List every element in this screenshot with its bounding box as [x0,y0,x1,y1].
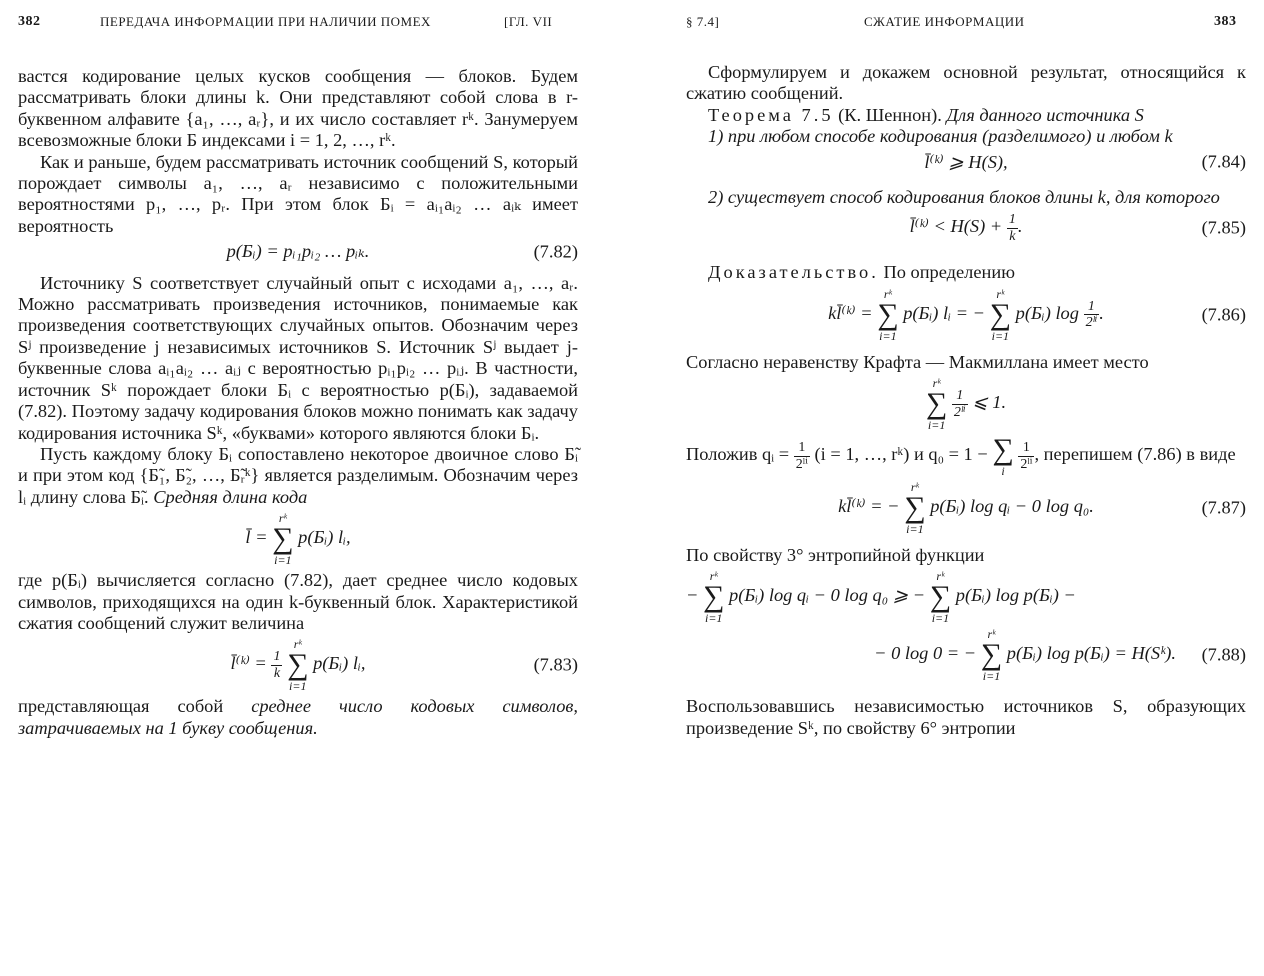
right-running-title: СЖАТИЕ ИНФОРМАЦИИ [864,14,1025,29]
sum-lower-limit: i=1 [927,418,946,433]
sum-symbol [926,377,947,431]
theorem-7-5 [686,105,1246,126]
sum-lower-limit: i=1 [982,669,1001,684]
fraction-numerator: 1 [1008,212,1016,228]
left-paragraph-6-italic: среднее число кодовых символов, затрачиваемых на 1 букву сообщения. [18,696,578,738]
eq-785-left: l̄⁽ᵏ⁾ < H(S) + [909,216,1003,237]
sum-sign: ∑ [929,580,952,614]
left-running-head [18,14,578,34]
sum-lower-limit: i=1 [991,328,1010,343]
equation-7-82-number: (7.82) [533,241,578,262]
equation-7-84-number: (7.84) [1201,151,1246,172]
equation-7-84-body: l̄⁽ᵏ⁾ ⩾ H(S), [924,151,1008,172]
sum-sign: ∑ [877,297,899,331]
left-paragraph-4-italic: Средняя длина кода [153,486,308,507]
left-paragraph-1: вастся кодирование целых кусков сообщения — блоков. Будем рассматривать блоки длины k. Они представляют собой слова в r-буквенном алфавите {a₁, …, aᵣ}, и их число составляет rᵏ. Занумеруем всевозможные блоки Б индексами i = 1, 2, …, rᵏ. [18,66,578,151]
fraction-1-over-2li [1018,440,1034,472]
equation-mean-length [18,512,578,566]
eq-787-left: kl̄⁽ᵏ⁾ = − [838,496,900,517]
proof-text: По определению [883,262,1015,283]
fraction-denominator: 2ˡⁱ [795,456,808,472]
left-paragraph-4-text: Пусть каждому блоку Бᵢ сопоставлено некоторое двоичное слово Б̃ᵢ и при этом код {Б̃₁, Б̃₂, …, Б̃ᵣᵏ} является разделимым. Обозначим через lᵢ длину слова Б̃ᵢ. [18,443,578,507]
eq-788a-right: p(Бᵢ) log qᵢ − 0 log q₀ ⩾ − [729,585,926,606]
fraction-1-over-k [1007,212,1018,244]
sum-symbol [877,288,898,342]
sum-sign: ∑ [980,638,1003,672]
left-page-number: 382 [18,14,41,29]
fraction-1-over-2li [794,440,810,472]
sum-upper-limit: rᵏ [278,511,287,526]
fraction-numerator: 1 [1084,299,1100,315]
eq-786-mid: p(Бᵢ) lᵢ = − [903,302,986,323]
equation-7-86-number: (7.86) [1201,303,1246,324]
equation-kraft [686,377,1246,431]
sum-lower-limit: i=1 [931,611,950,626]
left-running-title: ПЕРЕДАЧА ИНФОРМАЦИИ ПРИ НАЛИЧИИ ПОМЕХ [100,14,431,29]
right-body [686,62,1246,739]
p3-b: (i = 1, …, rᵏ) и q₀ = 1 − [814,444,988,465]
left-paragraph-3: Источнику S соответствует случайный опыт с исходами a₁, …, aᵣ. Можно рассматривать произведения источников, понимаемые как произведения соответствующих случайных опытов. Обозначим через Sʲ произведение j независимых источников S. Источник Sʲ выдает j-буквенные слова aᵢ₁aᵢ₂ … aᵢⱼ с вероятностью pᵢ₁pᵢ₂ … pᵢⱼ. В частности, источник Sᵏ порождает блоки Бᵢ с вероятностью p(Бᵢ), задаваемой (7.82). Поэтому задачу кодирования блоков можно понимать как задачу кодирования источника Sᵏ, «буквами» которого являются блоки Бᵢ. [18,272,578,443]
sum-symbol [930,570,951,624]
right-paragraph-1: Сформулируем и докажем основной результат, относящийся к сжатию сообщений. [686,62,1246,104]
right-paragraph-last: Воспользовавшись независимостью источников S, образующих произведение Sᵏ, по свойству 6° энтропии [686,696,1246,738]
sum-symbol [287,638,308,692]
fraction-denominator: 2ˡⁱ [1085,315,1098,331]
eq-783-left: l̄⁽ᵏ⁾ = [230,653,267,674]
left-chapter-ref: [ГЛ. VII [504,14,553,29]
eq-786-left: kl̄⁽ᵏ⁾ = [828,302,873,323]
equation-7-82 [18,241,578,262]
left-paragraph-6 [18,696,578,739]
fraction-numerator: 1 [952,388,968,404]
sum-sign: ∑ [287,648,309,682]
sum-symbol [904,481,925,535]
equation-7-86: kl̄⁽ᵏ⁾ = rᵏ ∑ i=1 p(Бᵢ) lᵢ = − rᵏ ∑ i=1 p(Бᵢ) log $\frac{1}{\text{2ˡⁱ}}$ . (7.86) [828,286,1246,343]
sum-sign: ∑ [925,387,948,421]
theorem-author: (К. Шеннон). [838,104,942,125]
equation-7-88-number: (7.88) [1201,644,1246,665]
eq-786-right: p(Бᵢ) log [1015,302,1079,323]
eq-787-right: p(Бᵢ) log qᵢ − 0 log q₀. [930,496,1094,517]
fraction-1-over-2li [1084,299,1100,331]
sum-sign: ∑ [703,580,725,614]
sum-symbol [981,628,1002,682]
eq-lbar-right: p(Бᵢ) lᵢ, [298,527,351,548]
sum-sign: ∑ [992,433,1014,467]
sum-sign: ∑ [904,491,926,525]
sum-lower-limit: i=1 [906,522,924,537]
theorem-item-2-text: 2) существует способ кодирования блоков длины k, для которого [708,187,1220,208]
equation-7-82-body: p(Бᵢ) = pᵢ₁pᵢ₂ … pᵢₖ. [226,241,370,262]
right-section-ref: § 7.4] [686,14,720,29]
right-page-number: 383 [1214,14,1237,29]
fraction-numerator: 1 [273,649,281,665]
sum-upper-limit: rᵏ [709,569,718,584]
theorem-item-1-text: 1) при любом способе кодирования (разделимого) и любом k [708,126,1173,147]
theorem-item-2 [686,187,1246,208]
fraction-numerator: 1 [794,440,810,456]
equation-7-84 [686,152,1246,173]
fraction-denominator: 2ˡⁱ [1020,456,1033,472]
equation-7-88-line-1 [686,570,1246,624]
eq-kraft-right: ⩽ 1. [972,392,1007,413]
sum-symbol [992,435,1013,477]
sum-upper-limit: rᵏ [293,637,302,652]
sum-symbol [272,512,293,566]
left-paragraph-6-text: представляющая собой [18,696,224,717]
left-paragraph-2: Как и раньше, будем рассматривать источник сообщений S, который порождает символы a₁, …, aᵣ независимо с положительными вероятностями p₁, …, pᵣ. При этом блок Бᵢ = aᵢ₁aᵢ₂ … aᵢₖ имеет вероятность [18,151,578,236]
left-paragraph-5: где p(Бᵢ) вычисляется согласно (7.82), дает среднее число кодовых символов, приходящихся на один k-буквенный блок. Характеристикой сжатия сообщений служит величина [18,570,578,633]
p3-c: , перепишем (7.86) в виде [1034,444,1236,465]
sum-symbol [703,570,724,624]
sum-upper-limit: rᵏ [987,627,996,642]
eq-788b-right: p(Бᵢ) log p(Бᵢ) = H(Sᵏ). [1006,643,1176,664]
right-page [686,0,1246,976]
sum-upper-limit: rᵏ [996,286,1005,301]
proof-label: Доказательство. [708,262,879,283]
left-paragraph-4 [18,444,578,508]
right-paragraph-qi [686,435,1246,477]
equation-7-83 [18,638,578,692]
eq-788a-end: p(Бᵢ) log p(Бᵢ) − [955,585,1076,606]
sum-upper-limit: rᵏ [883,286,892,301]
sum-upper-limit: rᵏ [936,569,945,584]
fraction-denominator: k [1009,228,1016,244]
equation-7-87 [686,481,1246,535]
theorem-text: Для данного источника S [946,104,1144,125]
theorem-label: Теорема 7.5 [708,104,834,125]
theorem-item-1 [686,126,1246,147]
sum-lower-limit: i [1001,464,1005,479]
equation-7-85-number: (7.85) [1201,217,1246,238]
sum-upper-limit: rᵏ [932,376,941,391]
fraction-1-over-2li [952,388,968,420]
left-body [18,66,578,739]
right-running-head [686,14,1246,34]
sum-sign: ∑ [272,522,294,556]
proof-paragraph [686,262,1246,283]
sum-lower-limit: i=1 [879,328,897,343]
fraction-1-over-k [271,649,282,681]
equation-7-83-number: (7.83) [533,654,578,675]
fraction-denominator: 2ˡⁱ [953,404,966,420]
equation-7-88-line-2 [686,628,1246,682]
right-paragraph-entropy: По свойству 3° энтропийной функции [686,545,985,566]
eq-788a-minus: − [686,585,699,606]
sum-sign: ∑ [989,297,1012,331]
right-paragraph-kraft: Согласно неравенству Крафта — Макмиллана имеет место [686,351,1149,372]
left-page [18,0,578,976]
sum-lower-limit: i=1 [289,679,307,694]
p3-a: Положив qᵢ = [686,444,790,465]
equation-7-87-number: (7.87) [1201,497,1246,518]
fraction-numerator: 1 [1018,440,1034,456]
sum-lower-limit: i=1 [705,611,723,626]
equation-7-85: l̄⁽ᵏ⁾ < H(S) + $\frac{1}{k}$ . (7.85) [909,212,1246,244]
sum-upper-limit: rᵏ [910,480,919,495]
eq-783-right: p(Бᵢ) lᵢ, [313,653,366,674]
eq-lbar-left: l̄ = [245,527,268,548]
eq-788b-left: − 0 log 0 = − [874,643,977,664]
sum-lower-limit: i=1 [274,553,292,568]
fraction-denominator: k [273,665,281,681]
sum-symbol [990,288,1011,342]
